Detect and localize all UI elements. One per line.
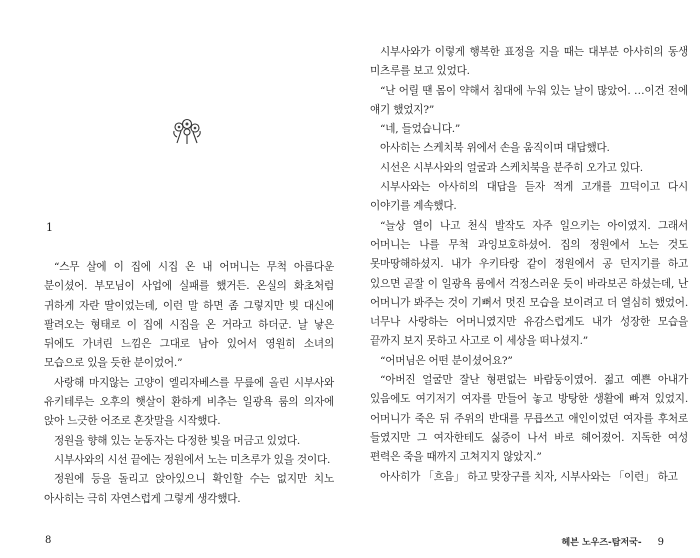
paragraph: “스무 살에 이 집에 시집 온 내 어머니는 무척 아름다운 분이셨어. 부모님이 사업에 실패를 했거든. 온실의 화초처럼 귀하게 자란 딸이었는데, 이런 말 하면 좀 그렇지만 빚 대신에 팔려오는 형태로 이 집에 시집을 온 거라고 하더군. 날 낳은 뒤에도 가녀린 느낌은 그대로 남아 있어서 영원히 소녀의 모습으로 있을 듯한 분이었어.” xyxy=(44,261,334,370)
paragraph: “아버진 얼굴만 잘난 형편없는 바람둥이였어. 젊고 예쁜 아내가 있음에도 여기저기 여자를 만들어 놓고 방탕한 생활에 빠져 있었지. 어머니가 죽은 뒤 주위의 반대를 무릅쓰고 애인이었던 여자를 후처로 들였지만 그 여자한테도 싫증이 나서 바로 헤어졌어. 지독한 여성 편력은 죽을 때까지 고쳐지지 않았지.” xyxy=(370,374,688,464)
paragraph: 시부사와는 아사히의 대답을 듣자 적게 고개를 끄덕이고 다시 이야기를 계속했다. xyxy=(370,181,688,213)
running-title: 헤븐 노우즈-탐저국- xyxy=(561,538,642,548)
paragraph: 아사히가 「흐음」 하고 맞장구를 치자, 시부사와는 「이런」 하고 xyxy=(380,470,678,483)
paragraph: 정원에 등을 돌리고 앉아있으니 확인할 수는 없지만 치노 아사히는 극히 자연스럽게 그렇게 생각했다. xyxy=(44,473,334,505)
paragraph: “난 어릴 땐 몸이 약해서 침대에 누워 있는 날이 많았어. …이건 전에 얘기 했었지?” xyxy=(370,84,688,116)
paragraph: “네, 들었습니다.” xyxy=(380,123,461,136)
paragraph: “어머님은 어떤 분이셨어요?” xyxy=(380,354,513,367)
flower-ornament-icon xyxy=(169,117,205,147)
paragraph: 사랑해 마지않는 고양이 엘리자베스를 무릎에 올린 시부사와 유키테루는 오후의 햇살이 환하게 비추는 일광욕 룸의 의자에 앉아 느긋한 어조로 혼잣말을 시작했다. xyxy=(44,376,334,428)
page-number-right: 9 xyxy=(657,537,664,548)
page-number-left: 8 xyxy=(45,535,52,546)
right-page xyxy=(350,0,700,558)
paragraph: 시선은 시부사와의 얼굴과 스케치북을 분주히 오가고 있다. xyxy=(380,161,643,174)
paragraph: 아사히는 스케치북 위에서 손을 움직이며 대답했다. xyxy=(380,142,610,155)
right-page-footer xyxy=(561,535,664,548)
paragraph: 정원을 향해 있는 눈동자는 다정한 빛을 머금고 있었다. xyxy=(54,434,301,447)
paragraph: “늘상 열이 나고 천식 발작도 자주 일으키는 아이였지. 그래서 어머니는 나를 무척 과잉보호하셨어. 집의 정원에서 노는 것도 못마땅해하셨지. 내가 우키타랑 같이 정원에서 공 던지기를 하고 있으면 곧잘 이 일광욕 룸에서 걱정스러운 듯이 바라보곤 하셨는데, 난 어머니가 봐주는 것이 기뻐서 멋진 모습을 보이려고 더 열심히 했었어. 너무나 사랑하는 어머니였지만 유감스럽게도 내가 성장한 모습을 끝까지 보지 못하고 사고로 이 세상을 떠나셨지.” xyxy=(370,219,688,348)
right-page-body xyxy=(370,43,688,487)
paragraph: 시부사와가 이렇게 행복한 표정을 지을 때는 대부분 아사히의 동생 미츠루를 보고 있었다. xyxy=(370,46,688,78)
chapter-number: 1 xyxy=(46,221,53,234)
left-page-body xyxy=(44,258,334,509)
paragraph: 시부사와의 시선 끝에는 정원에서 노는 미츠루가 있을 것이다. xyxy=(54,453,331,466)
